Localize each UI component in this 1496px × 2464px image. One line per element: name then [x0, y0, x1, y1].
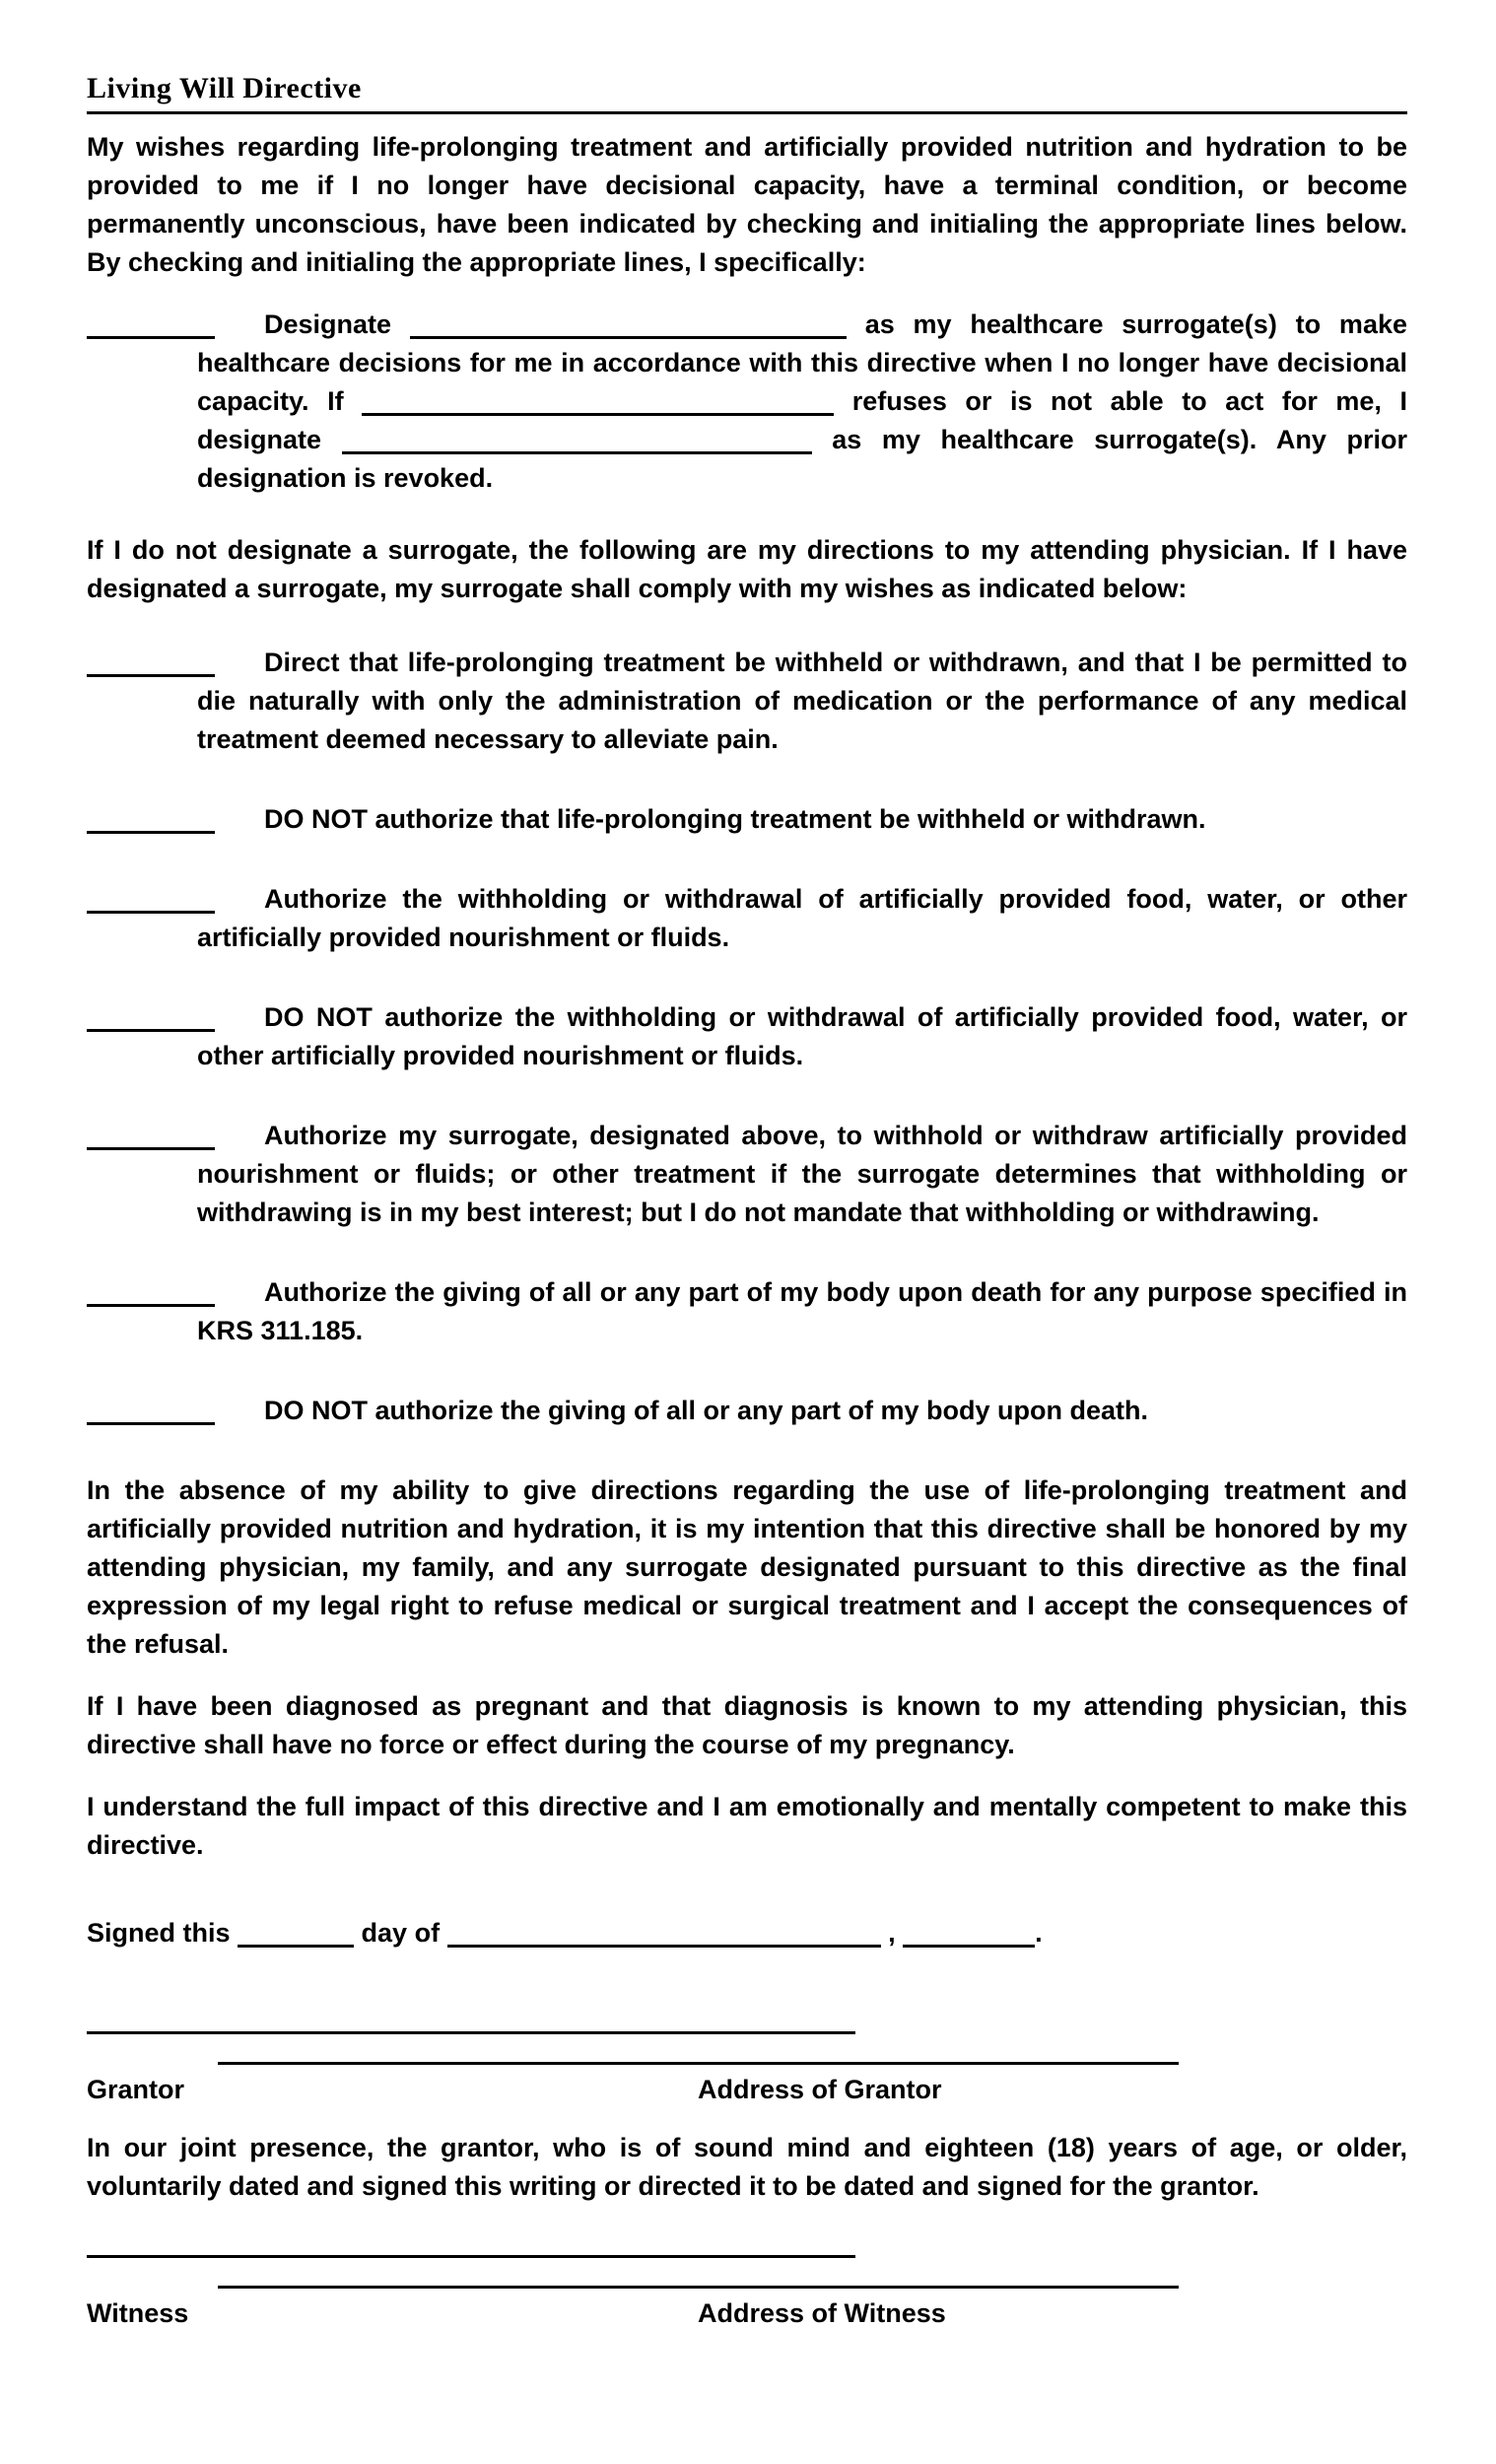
- first-surrogate-blank[interactable]: [362, 413, 834, 416]
- item-surrogate-authority: [87, 1117, 1407, 1232]
- item-do-not-withhold-treatment: [87, 800, 1407, 839]
- intro-paragraph: My wishes regarding life-prolonging treatment and artificially provided nutrition and hydration to be provided to me if I no longer have decisional capacity, have a terminal condition, or become permanently unconscious, have been indicated by checking and initialing the appropriate lines below. By checking and initialing the appropriate lines, I specifically:: [87, 132, 1407, 277]
- witness-signature-line[interactable]: [87, 2255, 855, 2258]
- initial-blank[interactable]: [87, 1304, 215, 1307]
- item-body-donation: [87, 1273, 1407, 1350]
- witness-note-paragraph: In our joint presence, the grantor, who is of sound mind and eighteen (18) years of age, or older, voluntarily dated and signed this writing or directed it to be dated and signed for the grantor.: [87, 2133, 1407, 2201]
- initial-blank[interactable]: [87, 911, 215, 914]
- signed-text-4: .: [1035, 1918, 1043, 1948]
- designate-text-2: as my healthcare surrogate(s) to make healthcare decisions for me in accordance with this directive when I no longer have decisional capacity. If: [197, 309, 1407, 416]
- item-withhold-nourishment: [87, 880, 1407, 957]
- item-text: Authorize my surrogate, designated above, to withhold or withdraw artificially provided nourishment or fluids; or other treatment if the surrogate determines that withholding or withdrawing is in my best interest; but I do not mandate that withholding or withdrawing.: [197, 1121, 1407, 1227]
- designate-text-3: refuses or is not able to act for me, I designate: [197, 386, 1407, 454]
- initial-blank[interactable]: [87, 336, 215, 339]
- witness-label: Witness: [87, 2298, 189, 2328]
- witness-address-line[interactable]: [218, 2286, 1179, 2289]
- initial-blank[interactable]: [87, 1147, 215, 1150]
- grantor-address-line[interactable]: [218, 2062, 1179, 2065]
- absence-paragraph: In the absence of my ability to give directions regarding the use of life-prolonging treatment and artificially provided nutrition and hydration, it is my intention that this directive shall be honored by my attending physician, my family, and any surrogate designated pursuant to this directive as the final expression of my legal right to refuse medical or surgical treatment and I accept the consequences of the refusal.: [87, 1475, 1407, 1659]
- day-blank[interactable]: [238, 1945, 354, 1948]
- designate-text-4: as my healthcare surrogate(s). Any prior designation is revoked.: [197, 425, 1407, 493]
- signed-text-1: Signed this: [87, 1918, 231, 1948]
- item-text: DO NOT authorize the giving of all or any part of my body upon death.: [264, 1396, 1149, 1425]
- item-text: Direct that life-prolonging treatment be withheld or withdrawn, and that I be permitted to die naturally with only the administration of medication or the performance of any medical treatment deemed necessary to alleviate pain.: [197, 648, 1407, 754]
- competency-paragraph: I understand the full impact of this directive and I am emotionally and mentally competent to make this directive.: [87, 1792, 1407, 1860]
- pregnancy-paragraph: If I have been diagnosed as pregnant and that diagnosis is known to my attending physician, this directive shall have no force or effect during the course of my pregnancy.: [87, 1691, 1407, 1759]
- item-text: Authorize the giving of all or any part of my body upon death for any purpose specified in KRS 311.185.: [197, 1277, 1407, 1345]
- item-do-not-withhold-nourishment: [87, 998, 1407, 1075]
- initial-blank[interactable]: [87, 674, 215, 677]
- grantor-label: Grantor: [87, 2075, 185, 2104]
- year-blank[interactable]: [903, 1945, 1035, 1948]
- initial-blank[interactable]: [87, 1422, 215, 1425]
- signed-text-2: day of: [361, 1918, 441, 1948]
- grantor-signature-line[interactable]: [87, 2031, 855, 2034]
- initial-blank[interactable]: [87, 831, 215, 834]
- signed-date-line: [87, 1914, 1407, 1952]
- item-withhold-treatment: [87, 644, 1407, 759]
- initial-blank[interactable]: [87, 1029, 215, 1032]
- signed-text-3: ,: [888, 1918, 896, 1948]
- document-title: Living Will Directive: [87, 69, 1407, 114]
- item-no-body-donation: [87, 1392, 1407, 1430]
- backup-surrogate-blank[interactable]: [342, 451, 812, 454]
- designate-text-1: Designate: [264, 309, 392, 339]
- grantor-labels-row: [87, 2071, 1407, 2109]
- surrogate-name-blank[interactable]: [410, 336, 847, 339]
- surrogate-note-paragraph: If I do not designate a surrogate, the following are my directions to my attending physician. If I have designated a surrogate, my surrogate shall comply with my wishes as indicated below:: [87, 535, 1407, 603]
- witness-labels-row: [87, 2294, 1407, 2333]
- month-blank[interactable]: [447, 1945, 881, 1948]
- item-text: DO NOT authorize the withholding or withdrawal of artificially provided food, water, or other artificially provided nourishment or fluids.: [197, 1002, 1407, 1070]
- item-text: DO NOT authorize that life-prolonging treatment be withheld or withdrawn.: [264, 804, 1206, 834]
- witness-address-label: Address of Witness: [698, 2298, 946, 2328]
- grantor-address-label: Address of Grantor: [698, 2075, 942, 2104]
- item-designate-surrogate: [87, 306, 1407, 498]
- item-text: Authorize the withholding or withdrawal of artificially provided food, water, or other artificially provided nourishment or fluids.: [197, 884, 1407, 952]
